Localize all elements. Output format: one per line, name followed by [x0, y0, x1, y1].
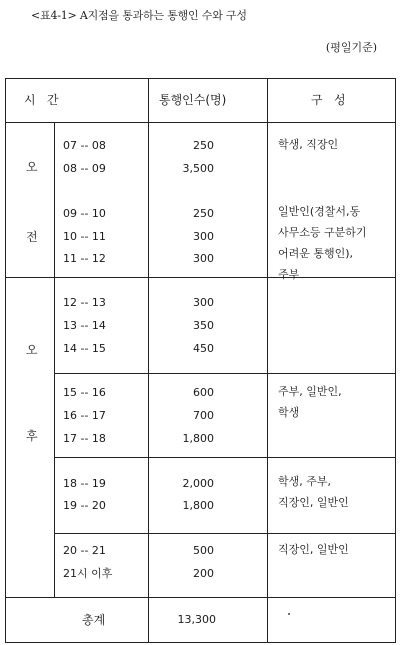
composition-cell: 주부, 일반인, 학생 — [278, 385, 342, 419]
row-divider — [6, 597, 395, 598]
count-cell: 700 — [193, 409, 214, 422]
time-cell: 11 -- 12 — [63, 252, 106, 265]
time-cell: 20 -- 21 — [63, 544, 106, 557]
time-cell: 07 -- 08 — [63, 139, 106, 152]
composition-cell: 학생, 직장인 — [278, 138, 339, 151]
table-caption: <표4-1> A지점을 통과하는 통행인 수와 구성 — [31, 9, 247, 22]
count-cell: 500 — [193, 544, 214, 557]
row-divider — [6, 122, 395, 123]
count-cell: 250 — [193, 139, 214, 152]
time-cell: 17 -- 18 — [63, 432, 106, 445]
count-cell: 1,800 — [182, 432, 214, 445]
count-cell: 300 — [193, 296, 214, 309]
time-cell: 21시 이후 — [63, 567, 113, 580]
time-cell: 10 -- 11 — [63, 230, 106, 243]
count-cell: 3,500 — [182, 162, 214, 175]
time-cell: 13 -- 14 — [63, 319, 106, 332]
count-cell: 1,800 — [182, 499, 214, 512]
row-divider — [54, 533, 395, 534]
speck-mark — [288, 613, 290, 615]
count-cell: 300 — [193, 230, 214, 243]
col-divider — [267, 79, 268, 642]
time-cell: 12 -- 13 — [63, 296, 106, 309]
pm-top-label: 오 — [26, 343, 38, 357]
am-bottom-label: 전 — [26, 230, 38, 244]
am-top-label: 오 — [26, 160, 38, 174]
header-time: 시 간 — [24, 93, 59, 107]
time-cell: 08 -- 09 — [63, 162, 106, 175]
count-cell: 350 — [193, 319, 214, 332]
time-cell: 18 -- 19 — [63, 477, 106, 490]
time-cell: 09 -- 10 — [63, 207, 106, 220]
time-cell: 14 -- 15 — [63, 342, 106, 355]
composition-cell: 학생, 주부, 직장인, 일반인 — [278, 475, 349, 509]
header-composition: 구 성 — [311, 93, 346, 107]
basis-note: (평일기준) — [325, 41, 377, 54]
traffic-table — [5, 78, 396, 643]
total-label: 총계 — [82, 613, 106, 627]
count-cell: 2,000 — [182, 477, 214, 490]
time-cell: 19 -- 20 — [63, 499, 106, 512]
count-cell: 250 — [193, 207, 214, 220]
total-count: 13,300 — [177, 613, 216, 626]
header-count: 통행인수(명) — [159, 93, 227, 107]
count-cell: 450 — [193, 342, 214, 355]
row-divider — [54, 373, 395, 374]
col-divider — [54, 122, 55, 597]
row-divider — [54, 457, 395, 458]
time-cell: 16 -- 17 — [63, 409, 106, 422]
count-cell: 600 — [193, 386, 214, 399]
col-divider — [148, 79, 149, 642]
count-cell: 300 — [193, 252, 214, 265]
composition-cell: 직장인, 일반인 — [278, 543, 349, 556]
count-cell: 200 — [193, 567, 214, 580]
time-cell: 15 -- 16 — [63, 386, 106, 399]
pm-bottom-label: 후 — [26, 429, 38, 443]
composition-cell: 일반인(경찰서,동 사무소등 구분하기 어려운 통행인), 주부 — [278, 205, 367, 281]
